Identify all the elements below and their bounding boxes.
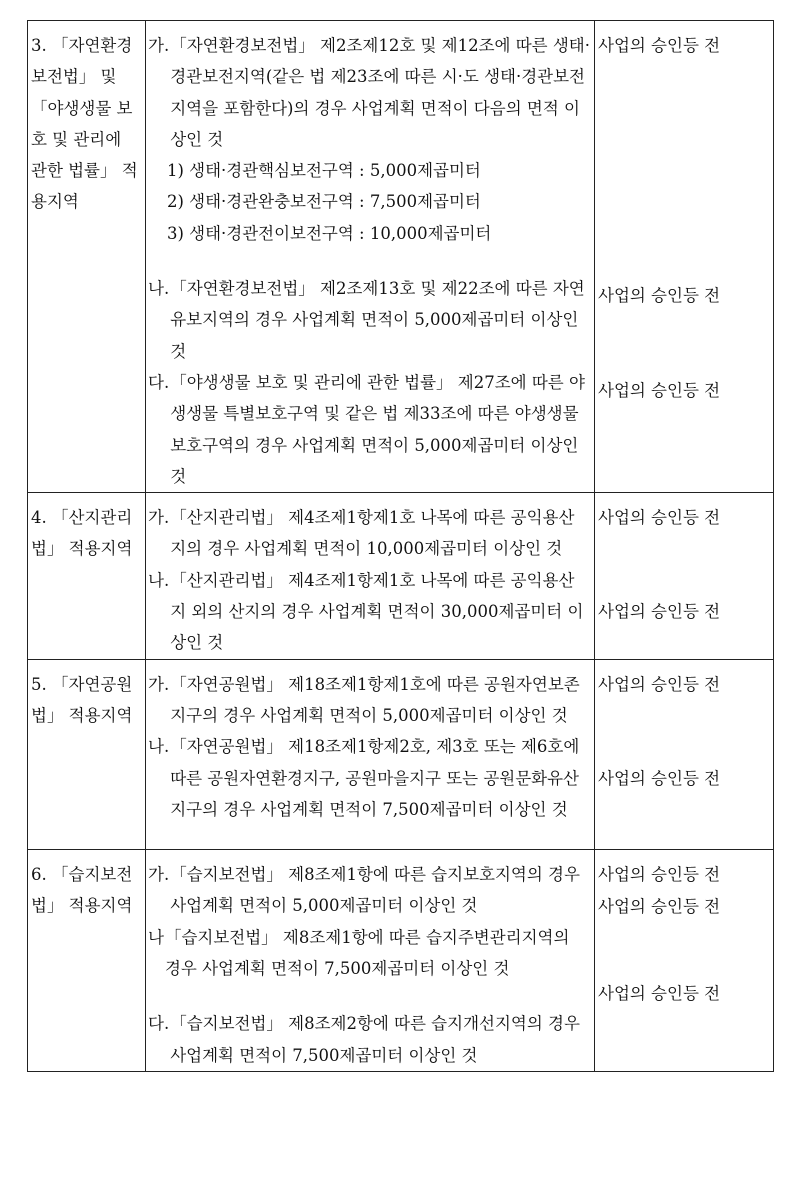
list-item xyxy=(148,367,590,492)
spacer xyxy=(148,825,590,849)
list-item xyxy=(148,669,590,732)
item-text: 「자연환경보전법」 제2조제12호 및 제12조에 따른 생태·경관보전지역(같은 법 제23조에 따른 시·도 생태·경관보전지역을 포함한다)의 경우 사업계획 면적이 다음의 면적 이상인 것 xyxy=(170,36,590,149)
criteria-cell xyxy=(146,850,595,1072)
item-marker: 나. xyxy=(148,279,170,299)
approval-cell xyxy=(595,850,774,1072)
item-marker: 다. xyxy=(148,372,170,392)
approval-text: 사업의 승인등 전 xyxy=(598,286,721,306)
item-text: 「습지보전법」 제8조제2항에 따른 습지개선지역의 경우 사업계획 면적이 7,500제곱미터 이상인 것 xyxy=(170,1014,580,1065)
category-text: 「자연공원법」 적용지역 xyxy=(31,674,133,725)
category-number: 4. xyxy=(31,508,47,528)
table-row xyxy=(28,850,774,1072)
approval-text: 사업의 승인등 전 xyxy=(598,602,721,622)
spacer xyxy=(598,533,770,596)
sub-item: 1) 생태·경관핵심보전구역 : 5,000제곱미터 xyxy=(167,161,481,181)
approval-cell xyxy=(595,493,774,659)
category-number: 6. xyxy=(31,865,47,885)
approval-cell xyxy=(595,659,774,849)
criteria-cell xyxy=(146,21,595,493)
category-number: 3. xyxy=(31,36,47,55)
item-marker: 나 xyxy=(148,927,164,947)
item-marker: 나. xyxy=(148,737,170,757)
item-text: 「습지보전법」 제8조제1항에 따른 습지주변관리지역의 경우 사업계획 면적이 7,500제곱미터 이상인 것 xyxy=(164,927,570,979)
approval-text: 사업의 승인등 전 xyxy=(598,983,721,1003)
spacer xyxy=(598,700,770,763)
item-marker: 가. xyxy=(148,865,170,885)
spacer xyxy=(148,249,590,273)
category-cell xyxy=(28,850,146,1072)
item-text: 「산지관리법」 제4조제1항제1호 나목에 따른 공익용산지 외의 산지의 경우 사업계획 면적이 30,000제곱미터 이상인 것 xyxy=(170,570,584,653)
approval-text: 사업의 승인등 전 xyxy=(598,380,721,400)
table-row xyxy=(28,659,774,849)
category-cell xyxy=(28,493,146,659)
list-item xyxy=(148,30,590,155)
item-marker: 다. xyxy=(148,1014,170,1034)
approval-text: 사업의 승인등 전 xyxy=(598,508,721,528)
spacer xyxy=(598,923,770,978)
list-item xyxy=(148,1008,590,1071)
approval-text: 사업의 승인등 전 xyxy=(598,865,721,885)
list-item xyxy=(148,731,590,825)
category-text: 「산지관리법」 적용지역 xyxy=(31,508,133,559)
item-marker: 나. xyxy=(148,570,170,590)
criteria-cell xyxy=(146,659,595,849)
category-cell xyxy=(28,659,146,849)
item-text: 「야생생물 보호 및 관리에 관한 법률」 제27조에 따른 야생생물 특별보호구역 및 같은 법 제33조에 따른 야생생물 보호구역의 경우 사업계획 면적이 5,000제곱미터 이상인 것 xyxy=(170,372,585,486)
criteria-cell xyxy=(146,493,595,659)
spacer xyxy=(598,61,770,280)
item-text: 「자연공원법」 제18조제1항제2호, 제3호 또는 제6호에 따른 공원자연환경지구, 공원마을지구 또는 공원문화유산지구의 경우 사업계획 면적이 7,500제곱미터 이상인 것 xyxy=(170,737,580,819)
list-item xyxy=(148,922,590,985)
item-marker: 가. xyxy=(148,674,170,694)
table-row xyxy=(28,21,774,493)
list-item xyxy=(148,565,590,659)
category-number: 5. xyxy=(31,674,47,694)
item-marker: 가. xyxy=(148,508,170,528)
item-marker: 가. xyxy=(148,36,170,55)
sub-item: 3) 생태·경관전이보전구역 : 10,000제곱미터 xyxy=(167,223,492,243)
spacer xyxy=(598,312,770,375)
spacer xyxy=(148,984,590,1008)
table-row xyxy=(28,493,774,659)
approval-cell xyxy=(595,21,774,493)
approval-text: 사업의 승인등 전 xyxy=(598,674,721,694)
category-text: 「자연환경보전법」 및 「야생생물 보호 및 관리에 관한 법률」 적용지역 xyxy=(31,36,138,212)
list-item xyxy=(148,502,590,565)
approval-text: 사업의 승인등 전 xyxy=(598,36,721,55)
category-cell xyxy=(28,21,146,493)
category-text: 「습지보전법」 적용지역 xyxy=(31,865,133,916)
item-text: 「자연환경보전법」 제2조제13호 및 제22조에 따른 자연유보지역의 경우 사업계획 면적이 5,000제곱미터 이상인 것 xyxy=(170,279,585,361)
item-text: 「산지관리법」 제4조제1항제1호 나목에 따른 공익용산지의 경우 사업계획 면적이 10,000제곱미터 이상인 것 xyxy=(170,508,575,559)
approval-text: 사업의 승인등 전 xyxy=(598,897,721,917)
list-item xyxy=(148,859,590,922)
list-item xyxy=(148,273,590,367)
item-text: 「습지보전법」 제8조제1항에 따른 습지보호지역의 경우 사업계획 면적이 5,000제곱미터 이상인 것 xyxy=(170,865,580,916)
item-text: 「자연공원법」 제18조제1항제1호에 따른 공원자연보존지구의 경우 사업계획 면적이 5,000제곱미터 이상인 것 xyxy=(170,674,580,725)
sub-item: 2) 생태·경관완충보전구역 : 7,500제곱미터 xyxy=(167,192,481,212)
approval-text: 사업의 승인등 전 xyxy=(598,768,721,788)
assessment-table xyxy=(27,20,774,1072)
